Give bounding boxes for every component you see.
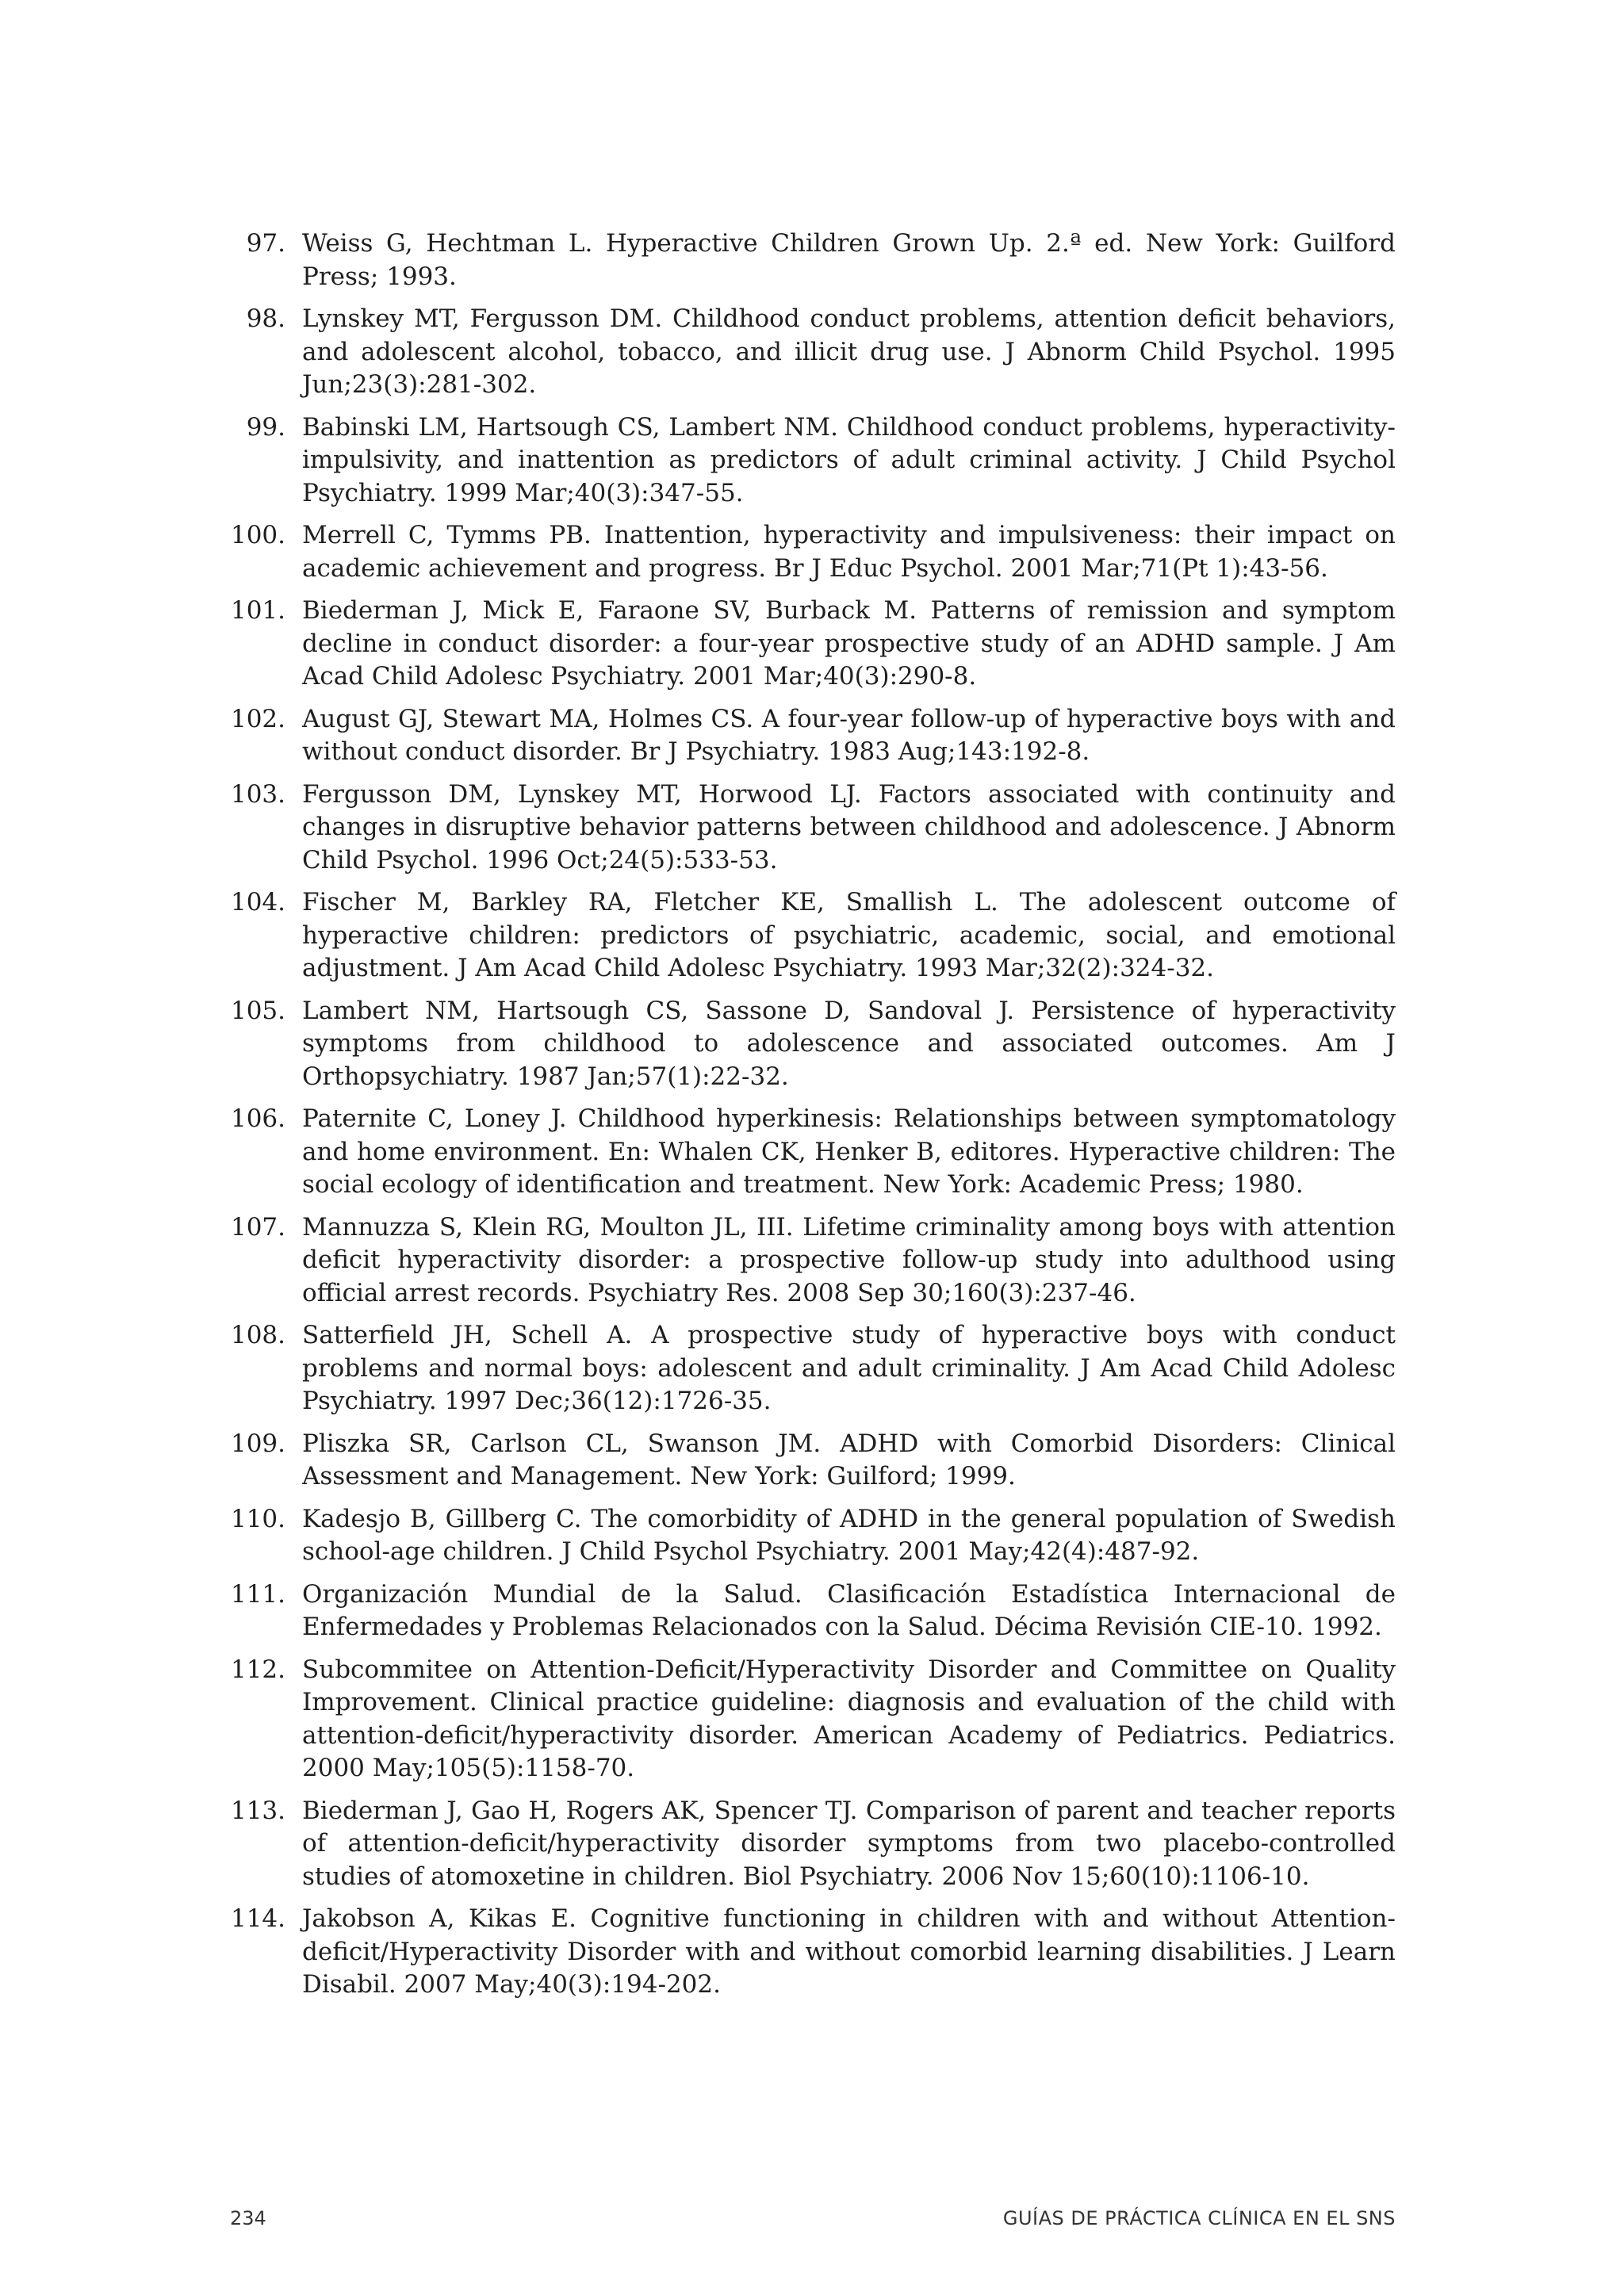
- reference-text: Pliszka SR, Carlson CL, Swanson JM. ADHD with Comorbid Disorders: Clinical Assessment and Management. New York: Guilford; 1999.: [302, 1429, 1396, 1490]
- reference-item: [230, 1103, 1396, 1202]
- reference-item: [230, 1211, 1396, 1311]
- reference-item: [230, 995, 1396, 1094]
- reference-number: 106.: [230, 1104, 285, 1133]
- reference-item: [230, 886, 1396, 985]
- reference-item: [230, 1319, 1396, 1418]
- page-number: 234: [230, 2207, 266, 2229]
- reference-text: Kadesjo B, Gillberg C. The comorbidity of ADHD in the general population of Swedish school-age children. J Child Psychol Psychiatry. 2001 May;42(4):487-92.: [302, 1504, 1396, 1566]
- reference-number: 113.: [230, 1796, 285, 1825]
- reference-item: [230, 1428, 1396, 1494]
- reference-number: 102.: [230, 704, 285, 733]
- reference-number: 103.: [230, 779, 285, 809]
- reference-text: Paternite C, Loney J. Childhood hyperkinesis: Relationships between symptomatology and home environment. En: Whalen CK, Henker B, editores. Hyperactive children: The social ecology of identification and treatment. New York: Academic Press; 1980.: [302, 1104, 1396, 1199]
- reference-item: [230, 519, 1396, 585]
- reference-number: 104.: [230, 888, 285, 916]
- reference-number: 107.: [230, 1212, 285, 1242]
- reference-text: Lambert NM, Hartsough CS, Sassone D, Sandoval J. Persistence of hyperactivity symptoms from childhood to adolescence and associated outcomes. Am J Orthopsychiatry. 1987 Jan;57(1):22-32.: [302, 996, 1396, 1091]
- reference-text: Biederman J, Gao H, Rogers AK, Spencer TJ. Comparison of parent and teacher reports of attention-deficit/hyperactivity disorder symptoms from two placebo-controlled studies of atomoxetine in children. Biol Psychiatry. 2006 Nov 15;60(10):1106-10.: [302, 1796, 1396, 1891]
- reference-number: 114.: [230, 1904, 285, 1933]
- running-footer-title: GUÍAS DE PRÁCTICA CLÍNICA EN EL SNS: [1002, 2207, 1396, 2229]
- reference-text: Weiss G, Hechtman L. Hyperactive Children Grown Up. 2.ª ed. New York: Guilford Press; 1993.: [302, 229, 1396, 291]
- reference-item: [230, 1578, 1396, 1644]
- reference-text: Organización Mundial de la Salud. Clasificación Estadística Internacional de Enfermedades y Problemas Relacionados con la Salud. Décima Revisión CIE-10. 1992.: [302, 1579, 1396, 1641]
- reference-text: Merrell C, Tymms PB. Inattention, hyperactivity and impulsiveness: their impact on academic achievement and progress. Br J Educ Psychol. 2001 Mar;71(Pt 1):43-56.: [302, 521, 1396, 583]
- reference-text: Lynskey MT, Fergusson DM. Childhood conduct problems, attention deficit behaviors, and adolescent alcohol, tobacco, and illicit drug use. J Abnorm Child Psychol. 1995 Jun;23(3):281-302.: [302, 304, 1396, 399]
- reference-item: [230, 1654, 1396, 1785]
- reference-item: [230, 779, 1396, 878]
- reference-text: August GJ, Stewart MA, Holmes CS. A four-year follow-up of hyperactive boys with and without conduct disorder. Br J Psychiatry. 1983 Aug;143:192-8.: [302, 704, 1396, 766]
- reference-list: [230, 228, 1396, 2011]
- reference-number: 108.: [230, 1321, 285, 1349]
- reference-number: 98.: [246, 304, 285, 333]
- reference-number: 100.: [230, 521, 285, 549]
- reference-number: 112.: [230, 1655, 285, 1684]
- reference-item: [230, 703, 1396, 769]
- reference-item: [230, 303, 1396, 402]
- reference-text: Subcommitee on Attention-Deficit/Hyperactivity Disorder and Committee on Quality Improvement. Clinical practice guideline: diagnosis and evaluation of the child with attention-deficit/hyperactivity disorder. American Academy of Pediatrics. Pediatrics. 2000 May;105(5):1158-70.: [302, 1655, 1396, 1782]
- reference-number: 99.: [246, 412, 285, 442]
- reference-number: 105.: [230, 996, 285, 1025]
- reference-text: Babinski LM, Hartsough CS, Lambert NM. Childhood conduct problems, hyperactivity-impulsivity, and inattention as predictors of adult criminal activity. J Child Psychol Psychiatry. 1999 Mar;40(3):347-55.: [302, 412, 1396, 507]
- reference-text: Fergusson DM, Lynskey MT, Horwood LJ. Factors associated with continuity and changes in disruptive behavior patterns between childhood and adolescence. J Abnorm Child Psychol. 1996 Oct;24(5):533-53.: [302, 779, 1396, 874]
- reference-text: Biederman J, Mick E, Faraone SV, Burback M. Patterns of remission and symptom decline in conduct disorder: a four-year prospective study of an ADHD sample. J Am Acad Child Adolesc Psychiatry. 2001 Mar;40(3):290-8.: [302, 596, 1396, 691]
- reference-item: [230, 1903, 1396, 2002]
- reference-item: [230, 1503, 1396, 1569]
- reference-item: [230, 1795, 1396, 1894]
- reference-number: 109.: [230, 1429, 285, 1458]
- reference-number: 97.: [246, 229, 285, 258]
- reference-number: 111.: [230, 1579, 285, 1609]
- reference-text: Fischer M, Barkley RA, Fletcher KE, Smallish L. The adolescent outcome of hyperactive children: predictors of psychiatric, academic, social, and emotional adjustment. J Am Acad Child Adolesc Psychiatry. 1993 Mar;32(2):324-32.: [302, 888, 1396, 982]
- reference-text: Satterfield JH, Schell A. A prospective study of hyperactive boys with conduct problems and normal boys: adolescent and adult criminality. J Am Acad Child Adolesc Psychiatry. 1997 Dec;36(12):1726-35.: [302, 1321, 1396, 1415]
- reference-item: [230, 595, 1396, 694]
- reference-text: Jakobson A, Kikas E. Cognitive functioning in children with and without Attention-deficit/Hyperactivity Disorder with and without comorbid learning disabilities. J Learn Disabil. 2007 May;40(3):194-202.: [302, 1904, 1396, 1999]
- reference-item: [230, 228, 1396, 293]
- reference-number: 101.: [230, 596, 285, 625]
- reference-number: 110.: [230, 1504, 285, 1533]
- reference-text: Mannuzza S, Klein RG, Moulton JL, III. Lifetime criminality among boys with attention deficit hyperactivity disorder: a prospective follow-up study into adulthood using official arrest records. Psychiatry Res. 2008 Sep 30;160(3):237-46.: [302, 1212, 1396, 1307]
- reference-item: [230, 411, 1396, 511]
